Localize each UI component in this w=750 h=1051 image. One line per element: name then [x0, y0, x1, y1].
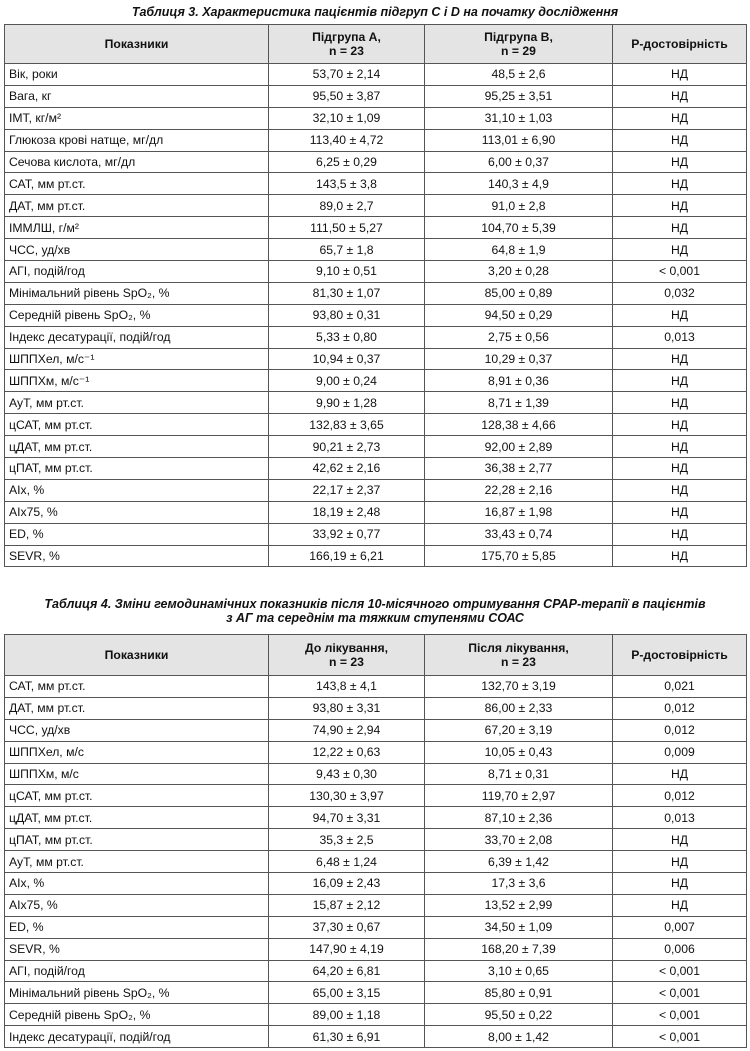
- row-value-2: 67,20 ± 3,19: [425, 719, 613, 741]
- row-p-value: 0,021: [613, 676, 747, 698]
- row-value-2: 31,10 ± 1,03: [425, 107, 613, 129]
- row-p-value: < 0,001: [613, 261, 747, 283]
- row-p-value: 0,012: [613, 719, 747, 741]
- table4-header-row: [5, 635, 747, 676]
- row-value-1: 32,10 ± 1,09: [269, 107, 425, 129]
- table-row: [5, 107, 747, 129]
- row-value-1: 37,30 ± 0,67: [269, 916, 425, 938]
- table-row: [5, 894, 747, 916]
- row-label: Вага, кг: [5, 85, 269, 107]
- table-row: [5, 960, 747, 982]
- table-row: [5, 304, 747, 326]
- row-value-1: 12,22 ± 0,63: [269, 741, 425, 763]
- row-value-1: 15,87 ± 2,12: [269, 894, 425, 916]
- table4-caption-line1: Таблиця 4. Зміни гемодинамічних показників після 10-місячного отримування CPAP-терапії в пацієнтів: [44, 597, 706, 611]
- table-row: [5, 676, 747, 698]
- table-row: [5, 851, 747, 873]
- row-value-2: 3,10 ± 0,65: [425, 960, 613, 982]
- row-p-value: НД: [613, 239, 747, 261]
- row-p-value: < 0,001: [613, 1026, 747, 1048]
- row-label: AIx, %: [5, 479, 269, 501]
- table4-caption: [0, 597, 750, 625]
- table3: [4, 24, 747, 567]
- row-p-value: НД: [613, 151, 747, 173]
- table-row: [5, 326, 747, 348]
- table3-header-indicators: Показники: [5, 25, 269, 64]
- row-value-2: 2,75 ± 0,56: [425, 326, 613, 348]
- table-row: [5, 195, 747, 217]
- row-p-value: < 0,001: [613, 960, 747, 982]
- table-row: [5, 873, 747, 895]
- row-value-1: 18,19 ± 2,48: [269, 501, 425, 523]
- row-label: АуТ, мм рт.ст.: [5, 851, 269, 873]
- row-label: цПАТ, мм рт.ст.: [5, 458, 269, 480]
- table-row: [5, 807, 747, 829]
- row-value-2: 13,52 ± 2,99: [425, 894, 613, 916]
- row-value-2: 17,3 ± 3,6: [425, 873, 613, 895]
- row-value-2: 22,28 ± 2,16: [425, 479, 613, 501]
- table4-header-before-n: n = 23: [329, 655, 364, 669]
- table4: [4, 634, 747, 1048]
- row-label: SEVR, %: [5, 545, 269, 567]
- table3-header-row: [5, 25, 747, 64]
- row-p-value: НД: [613, 85, 747, 107]
- row-p-value: НД: [613, 64, 747, 86]
- row-value-1: 64,20 ± 6,81: [269, 960, 425, 982]
- row-value-2: 113,01 ± 6,90: [425, 129, 613, 151]
- row-value-1: 113,40 ± 4,72: [269, 129, 425, 151]
- row-label: цСАТ, мм рт.ст.: [5, 785, 269, 807]
- row-label: ІМТ, кг/м²: [5, 107, 269, 129]
- row-value-2: 92,00 ± 2,89: [425, 436, 613, 458]
- row-p-value: НД: [613, 173, 747, 195]
- row-value-2: 168,20 ± 7,39: [425, 938, 613, 960]
- table-row: [5, 719, 747, 741]
- row-label: ЧСС, уд/хв: [5, 239, 269, 261]
- row-value-2: 33,43 ± 0,74: [425, 523, 613, 545]
- row-p-value: 0,032: [613, 282, 747, 304]
- row-value-2: 175,70 ± 5,85: [425, 545, 613, 567]
- table-row: [5, 501, 747, 523]
- table-row: [5, 414, 747, 436]
- row-value-2: 6,39 ± 1,42: [425, 851, 613, 873]
- table-row: [5, 1026, 747, 1048]
- row-value-1: 16,09 ± 2,43: [269, 873, 425, 895]
- row-value-2: 91,0 ± 2,8: [425, 195, 613, 217]
- table-row: [5, 370, 747, 392]
- table-row: [5, 982, 747, 1004]
- table-row: [5, 938, 747, 960]
- row-value-1: 166,19 ± 6,21: [269, 545, 425, 567]
- table4-header-before-title: До лікування,: [305, 641, 388, 655]
- row-label: SEVR, %: [5, 938, 269, 960]
- row-value-2: 128,38 ± 4,66: [425, 414, 613, 436]
- row-label: ДАТ, мм рт.ст.: [5, 195, 269, 217]
- row-p-value: НД: [613, 851, 747, 873]
- row-value-1: 130,30 ± 3,97: [269, 785, 425, 807]
- table-row: [5, 392, 747, 414]
- row-p-value: НД: [613, 523, 747, 545]
- row-value-2: 36,38 ± 2,77: [425, 458, 613, 480]
- row-label: цДАТ, мм рт.ст.: [5, 807, 269, 829]
- table3-header-group-a: [269, 25, 425, 64]
- table3-header-group-b-n: n = 29: [501, 44, 536, 58]
- table-row: [5, 436, 747, 458]
- table-row: [5, 523, 747, 545]
- row-p-value: 0,006: [613, 938, 747, 960]
- row-label: Середній рівень SpO₂, %: [5, 1004, 269, 1026]
- row-value-2: 8,00 ± 1,42: [425, 1026, 613, 1048]
- row-value-1: 89,00 ± 1,18: [269, 1004, 425, 1026]
- table3-header-group-b: [425, 25, 613, 64]
- row-label: АГІ, подій/год: [5, 960, 269, 982]
- row-label: AIx75, %: [5, 894, 269, 916]
- row-p-value: НД: [613, 107, 747, 129]
- row-label: Індекс десатурації, подій/год: [5, 1026, 269, 1048]
- row-label: цПАТ, мм рт.ст.: [5, 829, 269, 851]
- row-p-value: НД: [613, 217, 747, 239]
- row-value-1: 147,90 ± 4,19: [269, 938, 425, 960]
- row-value-2: 85,80 ± 0,91: [425, 982, 613, 1004]
- table-row: [5, 479, 747, 501]
- table-row: [5, 151, 747, 173]
- row-p-value: < 0,001: [613, 1004, 747, 1026]
- row-value-1: 9,90 ± 1,28: [269, 392, 425, 414]
- row-p-value: НД: [613, 436, 747, 458]
- row-label: Глюкоза крові натще, мг/дл: [5, 129, 269, 151]
- row-p-value: НД: [613, 304, 747, 326]
- row-value-2: 140,3 ± 4,9: [425, 173, 613, 195]
- row-label: Вік, роки: [5, 64, 269, 86]
- row-label: АуТ, мм рт.ст.: [5, 392, 269, 414]
- row-value-2: 132,70 ± 3,19: [425, 676, 613, 698]
- row-value-1: 143,5 ± 3,8: [269, 173, 425, 195]
- row-p-value: НД: [613, 545, 747, 567]
- row-value-1: 111,50 ± 5,27: [269, 217, 425, 239]
- table4-header-after-title: Після лікування,: [468, 641, 569, 655]
- row-value-2: 95,50 ± 0,22: [425, 1004, 613, 1026]
- row-label: Мінімальний рівень SpO₂, %: [5, 282, 269, 304]
- table-row: [5, 261, 747, 283]
- row-value-2: 34,50 ± 1,09: [425, 916, 613, 938]
- row-label: ШППХел, м/с⁻¹: [5, 348, 269, 370]
- row-value-1: 42,62 ± 2,16: [269, 458, 425, 480]
- table3-caption: Таблиця 3. Характеристика пацієнтів підгруп C і D на початку дослідження: [131, 5, 619, 19]
- row-p-value: НД: [613, 894, 747, 916]
- row-value-1: 6,25 ± 0,29: [269, 151, 425, 173]
- row-value-1: 65,00 ± 3,15: [269, 982, 425, 1004]
- row-value-1: 74,90 ± 2,94: [269, 719, 425, 741]
- row-value-1: 6,48 ± 1,24: [269, 851, 425, 873]
- row-value-1: 22,17 ± 2,37: [269, 479, 425, 501]
- row-value-1: 33,92 ± 0,77: [269, 523, 425, 545]
- table4-header-p-value: Р-достовірність: [613, 635, 747, 676]
- table4-header-after-n: n = 23: [501, 655, 536, 669]
- table4-header-after: [425, 635, 613, 676]
- row-label: цДАТ, мм рт.ст.: [5, 436, 269, 458]
- row-value-2: 64,8 ± 1,9: [425, 239, 613, 261]
- table-row: [5, 348, 747, 370]
- row-value-2: 8,71 ± 1,39: [425, 392, 613, 414]
- row-value-2: 48,5 ± 2,6: [425, 64, 613, 86]
- table-row: [5, 741, 747, 763]
- row-value-2: 8,71 ± 0,31: [425, 763, 613, 785]
- table-row: [5, 697, 747, 719]
- row-value-1: 53,70 ± 2,14: [269, 64, 425, 86]
- row-p-value: НД: [613, 501, 747, 523]
- row-p-value: 0,012: [613, 697, 747, 719]
- row-label: ED, %: [5, 523, 269, 545]
- row-p-value: НД: [613, 370, 747, 392]
- row-p-value: НД: [613, 763, 747, 785]
- row-p-value: 0,013: [613, 807, 747, 829]
- row-value-1: 65,7 ± 1,8: [269, 239, 425, 261]
- table-row: [5, 173, 747, 195]
- row-value-2: 87,10 ± 2,36: [425, 807, 613, 829]
- table-row: [5, 64, 747, 86]
- row-value-1: 10,94 ± 0,37: [269, 348, 425, 370]
- row-value-1: 81,30 ± 1,07: [269, 282, 425, 304]
- table-row: [5, 763, 747, 785]
- row-value-2: 86,00 ± 2,33: [425, 697, 613, 719]
- row-value-2: 10,29 ± 0,37: [425, 348, 613, 370]
- row-value-2: 119,70 ± 2,97: [425, 785, 613, 807]
- row-value-2: 6,00 ± 0,37: [425, 151, 613, 173]
- row-value-2: 3,20 ± 0,28: [425, 261, 613, 283]
- row-label: ДАТ, мм рт.ст.: [5, 697, 269, 719]
- row-label: ED, %: [5, 916, 269, 938]
- row-value-1: 9,00 ± 0,24: [269, 370, 425, 392]
- row-p-value: НД: [613, 873, 747, 895]
- row-value-1: 61,30 ± 6,91: [269, 1026, 425, 1048]
- row-p-value: НД: [613, 392, 747, 414]
- table3-body: [5, 64, 747, 567]
- row-value-2: 94,50 ± 0,29: [425, 304, 613, 326]
- row-label: AIx75, %: [5, 501, 269, 523]
- row-p-value: 0,007: [613, 916, 747, 938]
- row-p-value: НД: [613, 829, 747, 851]
- row-label: ШППХм, м/с: [5, 763, 269, 785]
- row-value-2: 104,70 ± 5,39: [425, 217, 613, 239]
- row-value-1: 9,43 ± 0,30: [269, 763, 425, 785]
- table-row: [5, 239, 747, 261]
- row-label: цСАТ, мм рт.ст.: [5, 414, 269, 436]
- row-value-1: 89,0 ± 2,7: [269, 195, 425, 217]
- row-value-1: 9,10 ± 0,51: [269, 261, 425, 283]
- row-p-value: НД: [613, 129, 747, 151]
- table3-header-group-a-title: Підгрупа A,: [312, 30, 381, 44]
- row-p-value: НД: [613, 414, 747, 436]
- row-value-2: 85,00 ± 0,89: [425, 282, 613, 304]
- row-value-2: 8,91 ± 0,36: [425, 370, 613, 392]
- row-p-value: НД: [613, 479, 747, 501]
- row-value-2: 33,70 ± 2,08: [425, 829, 613, 851]
- row-label: Середній рівень SpO₂, %: [5, 304, 269, 326]
- table-row: [5, 916, 747, 938]
- row-value-1: 35,3 ± 2,5: [269, 829, 425, 851]
- row-p-value: < 0,001: [613, 982, 747, 1004]
- row-value-1: 93,80 ± 0,31: [269, 304, 425, 326]
- row-label: ЧСС, уд/хв: [5, 719, 269, 741]
- row-label: АГІ, подій/год: [5, 261, 269, 283]
- row-label: ІММЛШ, г/м²: [5, 217, 269, 239]
- table-row: [5, 458, 747, 480]
- row-label: САТ, мм рт.ст.: [5, 676, 269, 698]
- row-label: AIx, %: [5, 873, 269, 895]
- row-value-1: 94,70 ± 3,31: [269, 807, 425, 829]
- row-label: ШППХм, м/с⁻¹: [5, 370, 269, 392]
- row-value-2: 10,05 ± 0,43: [425, 741, 613, 763]
- table3-header-group-b-title: Підгрупа B,: [484, 30, 553, 44]
- row-p-value: 0,012: [613, 785, 747, 807]
- table-row: [5, 282, 747, 304]
- row-value-1: 93,80 ± 3,31: [269, 697, 425, 719]
- row-label: САТ, мм рт.ст.: [5, 173, 269, 195]
- table-row: [5, 129, 747, 151]
- table-row: [5, 85, 747, 107]
- row-label: Мінімальний рівень SpO₂, %: [5, 982, 269, 1004]
- row-value-1: 5,33 ± 0,80: [269, 326, 425, 348]
- table-row: [5, 785, 747, 807]
- row-value-2: 95,25 ± 3,51: [425, 85, 613, 107]
- row-p-value: 0,009: [613, 741, 747, 763]
- table-row: [5, 829, 747, 851]
- row-p-value: НД: [613, 348, 747, 370]
- row-value-1: 95,50 ± 3,87: [269, 85, 425, 107]
- row-value-2: 16,87 ± 1,98: [425, 501, 613, 523]
- table4-header-before: [269, 635, 425, 676]
- table-row: [5, 217, 747, 239]
- table3-header-group-a-n: n = 23: [329, 44, 364, 58]
- row-value-1: 90,21 ± 2,73: [269, 436, 425, 458]
- table-row: [5, 545, 747, 567]
- row-label: Сечова кислота, мг/дл: [5, 151, 269, 173]
- row-p-value: 0,013: [613, 326, 747, 348]
- table4-body: [5, 676, 747, 1048]
- row-label: ШППХел, м/с: [5, 741, 269, 763]
- table4-header-indicators: Показники: [5, 635, 269, 676]
- table3-header-p-value: Р-достовірність: [613, 25, 747, 64]
- row-value-1: 132,83 ± 3,65: [269, 414, 425, 436]
- row-label: Індекс десатурації, подій/год: [5, 326, 269, 348]
- row-p-value: НД: [613, 458, 747, 480]
- table4-caption-line2: з АГ та середнім та тяжким ступенями СОАС: [226, 611, 524, 625]
- row-value-1: 143,8 ± 4,1: [269, 676, 425, 698]
- table-row: [5, 1004, 747, 1026]
- row-p-value: НД: [613, 195, 747, 217]
